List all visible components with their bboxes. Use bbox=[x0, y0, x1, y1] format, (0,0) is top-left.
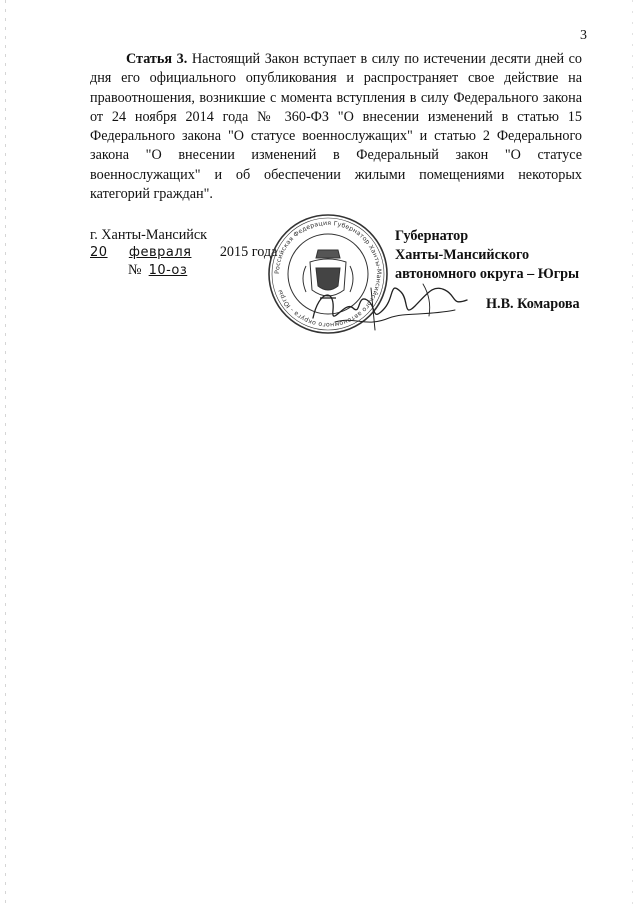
date-month: февраля bbox=[128, 245, 192, 260]
scan-edge-left bbox=[5, 0, 6, 905]
article-title: Статья 3. bbox=[126, 51, 188, 67]
signing-city: г. Ханты-Мансийск bbox=[90, 227, 208, 243]
article-paragraph bbox=[90, 50, 582, 204]
seal-text: Российская Федерация Губернатор Ханты-Мансийского автономного округа - Югры bbox=[273, 219, 383, 329]
signatory-title-line3: автономного округа – Югры bbox=[395, 266, 580, 282]
law-number-label: № bbox=[128, 262, 142, 278]
law-number bbox=[128, 262, 187, 279]
article-text: Настоящий Закон вступает в силу по истечении десяти дней со дня его официального опубликования и распространяет свое действие на правоотношения, возникшие с момента вступления в силу Федерального закона от 24 ноября 2014 года № 360-ФЗ "О внесении изменений в статью 15 Федерального закона "О статусе военнослужащих" и статью 2 Федерального закона "О внесении изменений в Федеральный закон "О статусе военнослужащих" и об обеспечении жилыми помещениями некоторых категорий граждан". bbox=[90, 51, 583, 203]
date-day: 20 bbox=[90, 245, 108, 260]
signatory-title-line2: Ханты-Мансийского bbox=[395, 247, 530, 263]
signatory-title bbox=[395, 227, 579, 284]
scan-edge-right bbox=[632, 0, 633, 905]
page-number: 3 bbox=[580, 28, 587, 43]
date-year: 2015 года bbox=[219, 244, 278, 260]
signatory-name: Н.В. Комарова bbox=[486, 296, 580, 312]
signatory-title-line1: Губернатор bbox=[395, 228, 469, 244]
signing-date bbox=[90, 244, 277, 261]
law-number-value: 10-оз bbox=[148, 263, 188, 278]
